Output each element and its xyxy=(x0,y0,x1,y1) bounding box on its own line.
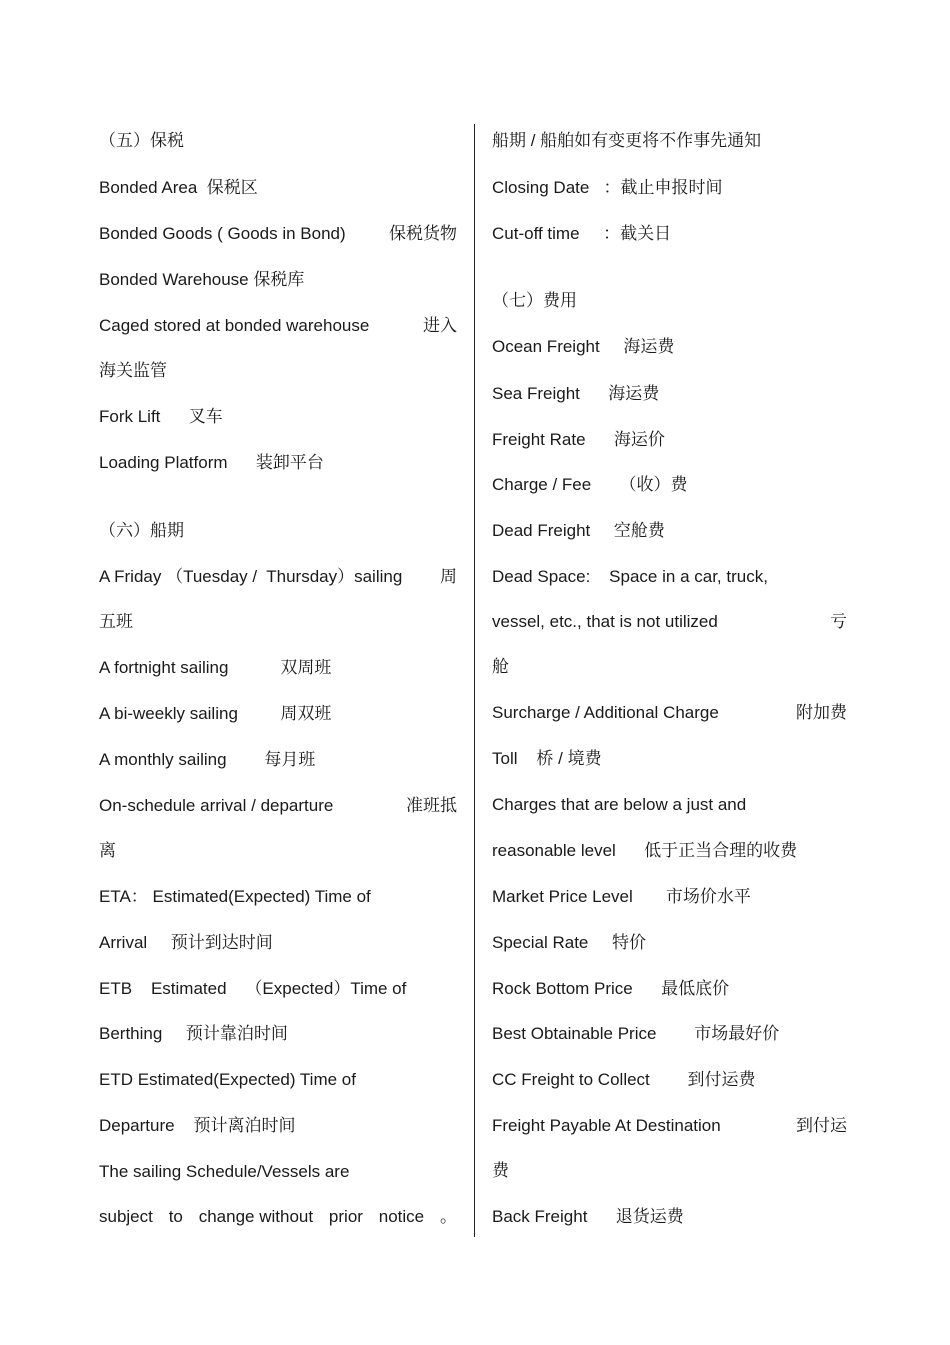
text-line xyxy=(492,562,847,592)
text-line xyxy=(99,607,457,637)
text-line xyxy=(99,402,457,432)
text-segment: 船期 / 船舶如有变更将不作事先通知 xyxy=(492,131,762,150)
text-segment: change without xyxy=(198,1207,314,1226)
text-line xyxy=(492,974,847,1004)
text-segment: Closing Date ：截止申报时间 xyxy=(492,178,723,197)
text-segment: Bonded Goods ( Goods in Bond) xyxy=(99,224,346,243)
text-segment: 。 xyxy=(439,1207,457,1226)
text-line xyxy=(492,470,847,500)
text-segment: A fortnight sailing 双周班 xyxy=(99,658,332,677)
text-line xyxy=(99,311,457,341)
text-segment: notice xyxy=(378,1207,425,1226)
column-divider xyxy=(474,124,475,1237)
text-segment: Freight Payable At Destination xyxy=(492,1116,721,1135)
text-segment: ETA： Estimated(Expected) Time of xyxy=(99,887,371,906)
text-segment: 离 xyxy=(99,841,116,860)
text-segment: A bi-weekly sailing 周双班 xyxy=(99,704,332,723)
text-segment: 海关监管 xyxy=(99,361,167,380)
text-segment: Bonded Warehouse 保税库 xyxy=(99,270,305,289)
text-segment: 五班 xyxy=(99,612,133,631)
text-line xyxy=(492,219,847,249)
text-line xyxy=(99,974,457,1004)
text-line xyxy=(99,173,457,203)
text-line xyxy=(99,1019,457,1049)
text-line xyxy=(99,562,457,592)
text-segment: Special Rate 特价 xyxy=(492,933,647,952)
text-segment: Ocean Freight 海运费 xyxy=(492,337,675,356)
text-line xyxy=(99,1065,457,1095)
text-segment: A monthly sailing 每月班 xyxy=(99,750,316,769)
text-line xyxy=(492,1111,847,1141)
text-line xyxy=(492,790,847,820)
text-line xyxy=(99,836,457,866)
text-line xyxy=(99,516,457,546)
text-line xyxy=(492,286,847,316)
text-line xyxy=(492,1156,847,1186)
text-segment: Back Freight 退货运费 xyxy=(492,1207,684,1226)
text-segment: 周 xyxy=(440,567,457,586)
text-line xyxy=(492,516,847,546)
text-line xyxy=(99,745,457,775)
text-line xyxy=(492,928,847,958)
text-segment: （七）费用 xyxy=(492,291,577,310)
text-line xyxy=(99,1202,457,1232)
text-segment: 亏 xyxy=(830,612,847,631)
text-segment: Charge / Fee （收）费 xyxy=(492,475,688,494)
text-segment: ETB Estimated （Expected）Time of xyxy=(99,979,407,998)
text-segment: Surcharge / Additional Charge xyxy=(492,703,719,722)
text-line xyxy=(99,448,457,478)
text-segment: 费 xyxy=(492,1161,509,1180)
text-segment: Sea Freight 海运费 xyxy=(492,384,660,403)
text-segment: （六）船期 xyxy=(99,521,184,540)
text-line xyxy=(492,1019,847,1049)
text-segment: On-schedule arrival / departure xyxy=(99,796,334,815)
text-segment: Freight Rate 海运价 xyxy=(492,430,665,449)
text-segment: Toll 桥 / 境费 xyxy=(492,749,602,768)
text-segment: to xyxy=(168,1207,183,1226)
text-line xyxy=(99,882,457,912)
text-segment: Departure 预计离泊时间 xyxy=(99,1116,296,1135)
text-line xyxy=(99,928,457,958)
text-line xyxy=(492,652,847,682)
text-line xyxy=(492,698,847,728)
text-line xyxy=(492,425,847,455)
text-segment: 舱 xyxy=(492,657,509,676)
text-segment: Caged stored at bonded warehouse xyxy=(99,316,370,335)
text-segment: The sailing Schedule/Vessels are xyxy=(99,1162,350,1181)
text-segment: Loading Platform 装卸平台 xyxy=(99,453,324,472)
text-segment: reasonable level 低于正当合理的收费 xyxy=(492,841,798,860)
text-segment: 保税货物 xyxy=(389,224,457,243)
text-segment: vessel, etc., that is not utilized xyxy=(492,612,718,631)
text-line xyxy=(99,791,457,821)
text-segment: Bonded Area 保税区 xyxy=(99,178,258,197)
text-segment: ETD Estimated(Expected) Time of xyxy=(99,1070,356,1089)
text-segment: Market Price Level 市场价水平 xyxy=(492,887,751,906)
text-segment: 准班抵 xyxy=(406,796,457,815)
text-line xyxy=(492,173,847,203)
text-line xyxy=(492,607,847,637)
text-segment: Dead Space: Space in a car, truck, xyxy=(492,567,768,586)
text-line xyxy=(492,1065,847,1095)
text-segment: prior xyxy=(328,1207,363,1226)
text-line xyxy=(99,1157,457,1187)
text-segment: A Friday （Tuesday / Thursday）sailing xyxy=(99,567,403,586)
text-segment: Berthing 预计靠泊时间 xyxy=(99,1024,288,1043)
text-line xyxy=(99,356,457,386)
text-segment: Best Obtainable Price 市场最好价 xyxy=(492,1024,780,1043)
text-line xyxy=(492,332,847,362)
text-line xyxy=(99,653,457,683)
text-line xyxy=(492,882,847,912)
text-segment: subject xyxy=(99,1207,153,1226)
text-segment: 到付运 xyxy=(796,1116,847,1135)
text-line xyxy=(99,699,457,729)
text-line xyxy=(492,126,847,156)
text-line xyxy=(492,836,847,866)
text-segment: （五）保税 xyxy=(99,131,184,150)
text-segment: Rock Bottom Price 最低底价 xyxy=(492,979,730,998)
text-segment: 进入 xyxy=(423,316,457,335)
text-segment: Cut-off time ：截关日 xyxy=(492,224,672,243)
text-line xyxy=(99,265,457,295)
text-line xyxy=(99,126,457,156)
text-line xyxy=(492,744,847,774)
text-segment: CC Freight to Collect 到付运费 xyxy=(492,1070,756,1089)
text-line xyxy=(492,1202,847,1232)
text-segment: 附加费 xyxy=(796,703,847,722)
text-line xyxy=(99,219,457,249)
text-segment: Dead Freight 空舱费 xyxy=(492,521,665,540)
text-segment: Fork Lift 叉车 xyxy=(99,407,223,426)
text-segment: Arrival 预计到达时间 xyxy=(99,933,273,952)
text-line xyxy=(492,379,847,409)
text-line xyxy=(99,1111,457,1141)
text-segment: Charges that are below a just and xyxy=(492,795,747,814)
